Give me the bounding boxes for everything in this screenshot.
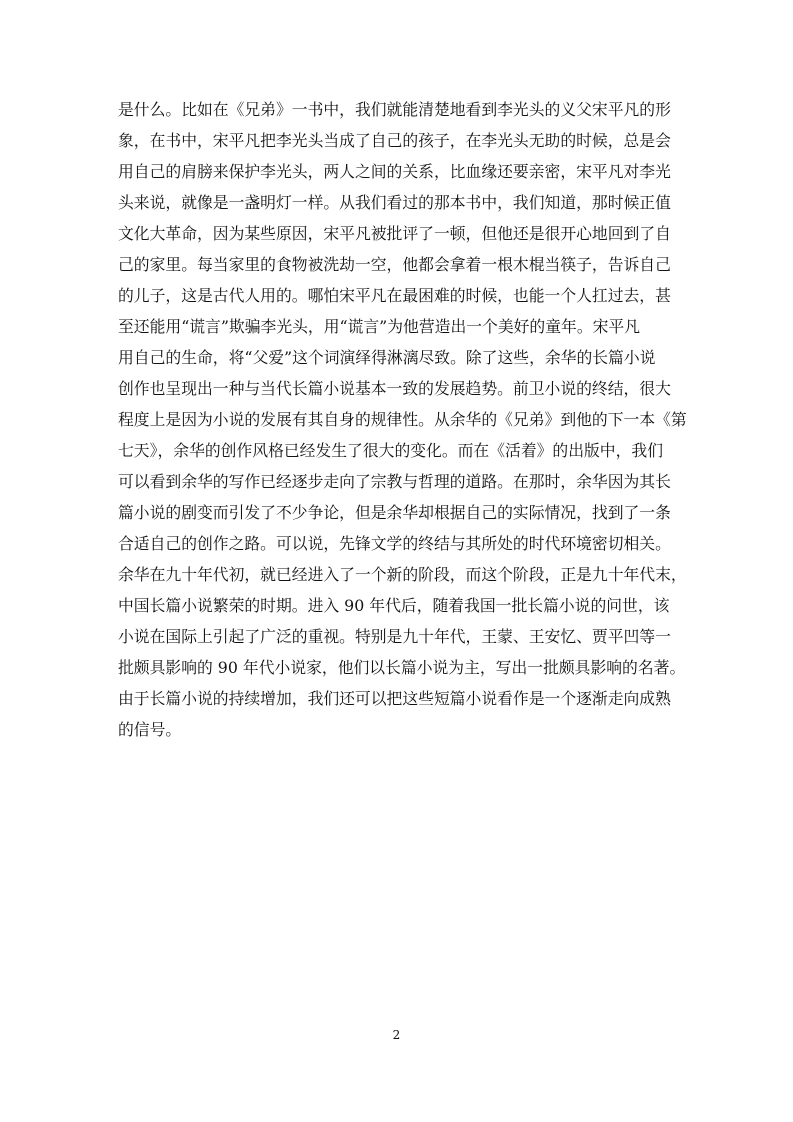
text-line: 象，在书中，宋平凡把李光头当成了自己的孩子，在李光头无助的时候，总是会 (118, 131, 671, 150)
text-line: 是什么。比如在《兄弟》一书中，我们就能清楚地看到李光头的义父宋平凡的形 (118, 100, 671, 119)
text-line: 程度上是因为小说的发展有其自身的规律性。从余华的《兄弟》到他的下一本《第 (118, 410, 687, 429)
text-line: 己的家里。每当家里的食物被洗劫一空，他都会拿着一根木棍当筷子，告诉自己 (118, 255, 671, 274)
text-line: 的儿子，这是古代人用的。哪怕宋平凡在最困难的时候，也能一个人扛过去，甚 (118, 286, 671, 305)
text-line: 文化大革命，因为某些原因，宋平凡被批评了一顿，但他还是很开心地回到了自 (118, 224, 671, 243)
text-line: 七天》，余华的创作风格已经发生了很大的变化。而在《活着》的出版中，我们 (118, 441, 663, 460)
text-line: 篇小说的剧变而引发了不少争论，但是余华却根据自己的实际情况，找到了一条 (118, 503, 671, 522)
text-line: 中国长篇小说繁荣的时期。进入 90 年代后，随着我国一批长篇小说的问世，该 (118, 596, 670, 615)
text-line: 用自己的生命，将“父爱”这个词演绎得淋漓尽致。除了这些，余华的长篇小说 (118, 348, 656, 367)
text-line: 小说在国际上引起了广泛的重视。特别是九十年代，王蒙、王安忆、贾平凹等一 (118, 627, 671, 646)
text-line: 的信号。 (118, 720, 182, 739)
text-line: 用自己的肩膀来保护李光头，两人之间的关系，比血缘还要亲密，宋平凡对李光 (118, 162, 671, 181)
body-paragraph (118, 94, 692, 745)
text-line: 头来说，就像是一盏明灯一样。从我们看过的那本书中，我们知道，那时候正值 (118, 193, 671, 212)
text-line: 可以看到余华的写作已经逐步走向了宗教与哲理的道路。在那时，余华因为其长 (118, 472, 671, 491)
text-line: 批颇具影响的 90 年代小说家，他们以长篇小说为主，写出一批颇具影响的名著。 (118, 658, 686, 677)
text-line: 合适自己的创作之路。可以说，先锋文学的终结与其所处的时代环境密切相关。 (118, 534, 671, 553)
text-line: 创作也呈现出一种与当代长篇小说基本一致的发展趋势。前卫小说的终结，很大 (118, 379, 671, 398)
page-number: 2 (392, 1028, 401, 1042)
text-line: 至还能用“谎言”欺骗李光头，用“谎言”为他营造出一个美好的童年。宋平凡 (118, 317, 641, 336)
text-line: 余华在九十年代初，就已经进入了一个新的阶段，而这个阶段，正是九十年代末， (118, 565, 687, 584)
text-line: 由于长篇小说的持续增加，我们还可以把这些短篇小说看作是一个逐渐走向成熟 (118, 689, 671, 708)
